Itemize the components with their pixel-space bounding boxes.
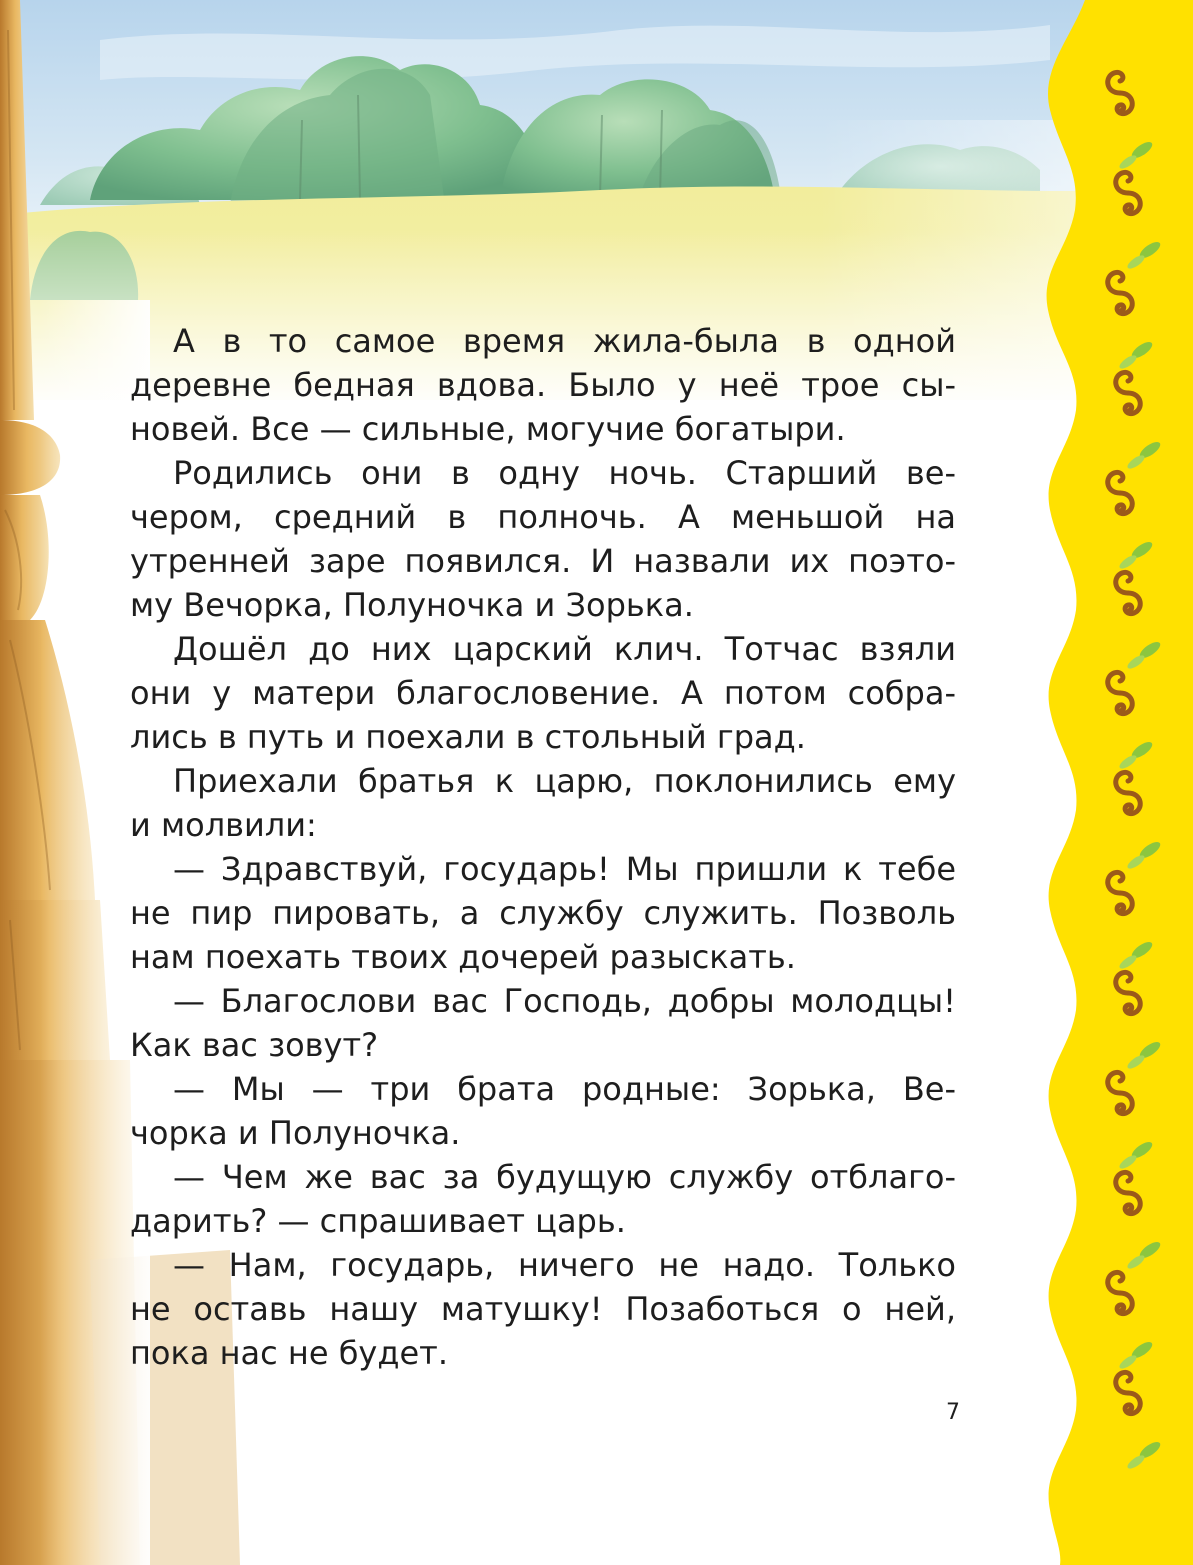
text-line: пока нас не будет. <box>130 1334 448 1372</box>
text-line: му Вечорка, Полуночка и Зорька. <box>130 586 694 624</box>
page-number: 7 <box>946 1400 960 1425</box>
text-line: новей. Все — сильные, могучие богатыри. <box>130 410 846 448</box>
text-line: — Мы — три брата родные: Зорька, Ве- <box>173 1070 956 1108</box>
text-line: Дошёл до них царский клич. Тотчас взяли <box>173 630 956 668</box>
text-line: не оставь нашу матушку! Позаботься о ней, <box>130 1290 956 1328</box>
text-line: — Чем же вас за будущую службу отблаго- <box>173 1158 956 1196</box>
text-line: деревне бедная вдова. Было у неё трое сы- <box>130 366 956 404</box>
text-line: — Нам, государь, ничего не надо. Только <box>173 1246 956 1284</box>
text-line: нам поехать твоих дочерей разыскать. <box>130 938 796 976</box>
text-line: лись в путь и поехали в стольный град. <box>130 718 806 756</box>
text-line: и молвили: <box>130 806 317 844</box>
text-line: Родились они в одну ночь. Старший ве- <box>173 454 956 492</box>
text-line: они у матери благословение. А потом собра- <box>130 674 956 712</box>
text-line: не пир пировать, а службу служить. Позволь <box>130 894 956 932</box>
text-line: чером, средний в полночь. А меньшой на <box>130 498 956 536</box>
text-line: А в то самое время жила-была в одной <box>173 322 956 360</box>
text-line: — Благослови вас Господь, добры молодцы! <box>173 982 956 1020</box>
text-line: утренней заре появился. И назвали их поэто- <box>130 542 956 580</box>
text-line: Приехали братья к царю, поклонились ему <box>173 762 956 800</box>
text-line: Как вас зовут? <box>130 1026 379 1064</box>
text-line: — Здравствуй, государь! Мы пришли к тебе <box>173 850 956 888</box>
text-line: чорка и Полуночка. <box>130 1114 461 1152</box>
story-text <box>130 319 956 1375</box>
text-line: дарить? — спрашивает царь. <box>130 1202 626 1240</box>
